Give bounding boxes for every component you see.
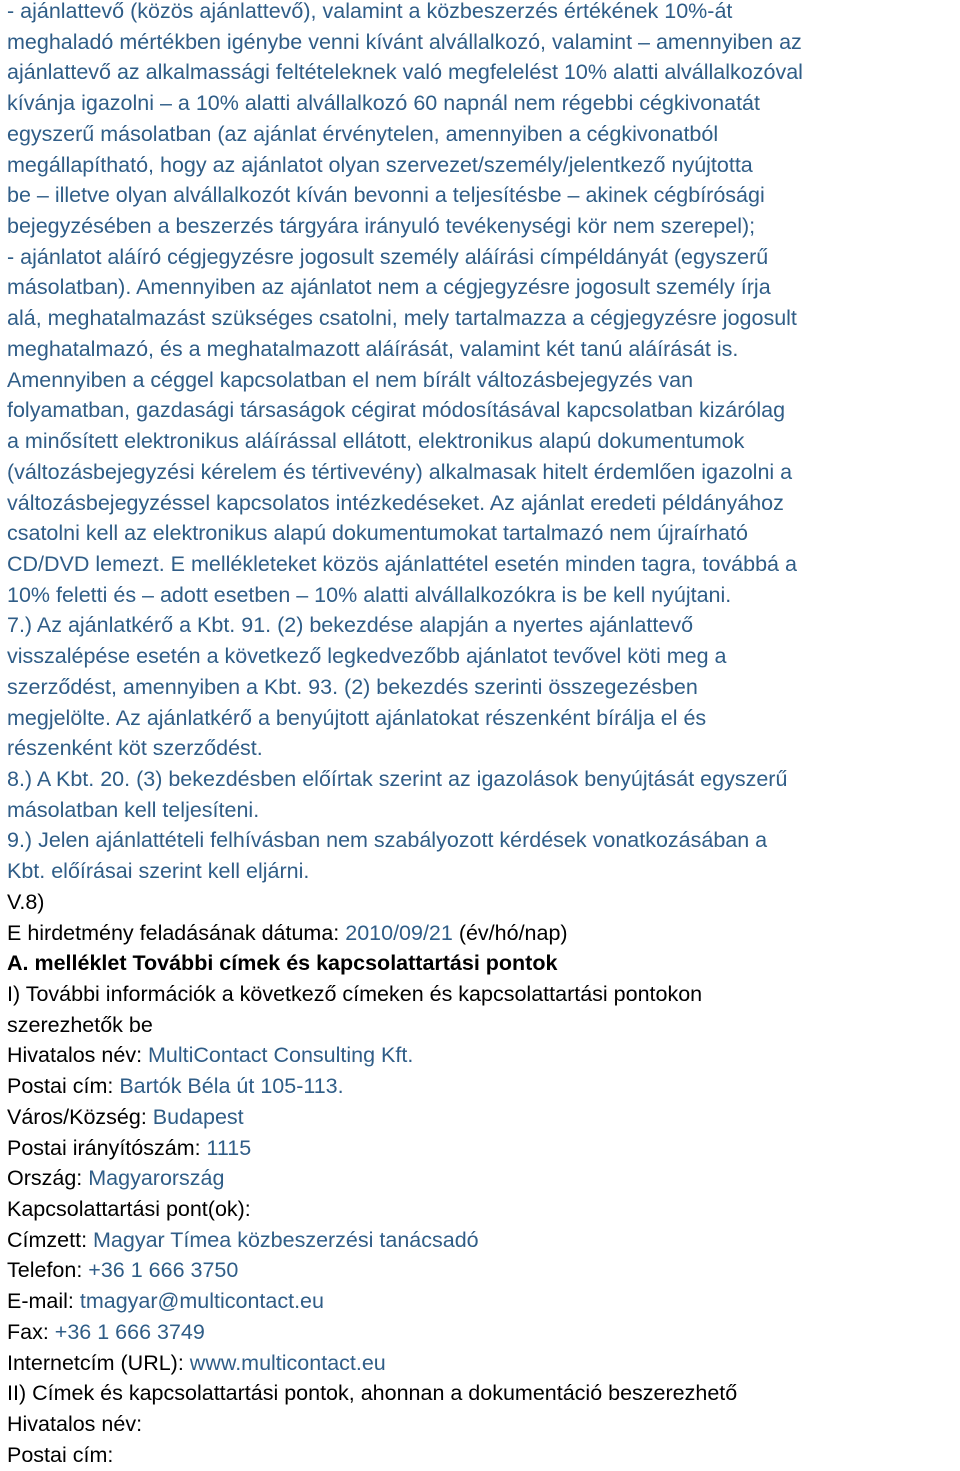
- publication-date-row: [7, 918, 957, 949]
- text-line: csatolni kell az elektronikus alapú dokumentumokat tartalmazó nem újraírható: [7, 521, 748, 546]
- text-line: - ajánlatot aláíró cégjegyzésre jogosult személy aláírási címpéldányát (egyszerű: [7, 244, 769, 269]
- field-label: E-mail:: [7, 1289, 80, 1314]
- text-line: visszalépése esetén a következő legkedvezőbb ajánlatot tevővel köti meg a: [7, 644, 727, 669]
- field-addressee: [7, 1225, 957, 1256]
- field-value: Magyarország: [88, 1166, 225, 1191]
- text-line: Amennyiben a céggel kapcsolatban el nem bírált változásbejegyzés van: [7, 367, 694, 392]
- text-line: alá, meghatalmazást szükséges csatolni, mely tartalmazza a cégjegyzésre jogosult: [7, 306, 797, 331]
- text-line: meghatalmazó, és a meghatalmazott aláírását, valamint két tanú aláírását is.: [7, 336, 739, 361]
- text-line: CD/DVD lemezt. E mellékleteket közös ajánlattétel esetén minden tagra, továbbá a: [7, 551, 797, 576]
- text-line: bejegyzésében a beszerzés tárgyára irányuló tevékenységi kör nem szerepel);: [7, 214, 756, 239]
- text-line: megállapítható, hogy az ajánlatot olyan szervezet/személy/jelentkező nyújtotta: [7, 152, 753, 177]
- text-line: másolatban). Amennyiben az ajánlatot nem a cégjegyzésre jogosult személy írja: [7, 275, 771, 300]
- text-line: 9.) Jelen ajánlattételi felhívásban nem szabályozott kérdések vonatkozásában a: [7, 828, 768, 853]
- text-line: másolatban kell teljesíteni.: [7, 797, 260, 822]
- text-line: a minősített elektronikus aláírással ellátott, elektronikus alapú dokumentumok: [7, 429, 745, 454]
- annex-part1-heading: I) További információk a következő címeken és kapcsolattartási pontokon: [7, 982, 703, 1006]
- field-label: Postai irányítószám:: [7, 1135, 207, 1160]
- text-line: egyszerű másolatban (az ajánlat érvénytelen, amennyiben a cégkivonatból: [7, 121, 719, 146]
- publication-date-unit: (év/hó/nap): [452, 920, 568, 945]
- annex-title: A. melléklet További címek és kapcsolattartási pontok: [7, 951, 558, 976]
- body-text-block: [7, 0, 957, 887]
- field-value: 1115: [206, 1135, 252, 1160]
- field-postal-address-2: Postai cím:: [7, 1442, 114, 1467]
- text-line: ajánlattevő az alkalmassági feltételeknek való megfelelést 10% alatti alvállalkozóval: [7, 60, 803, 85]
- annex-part2-heading: II) Címek és kapcsolattartási pontok, ahonnan a dokumentáció beszerezhető: [7, 1381, 738, 1406]
- text-line: szerződést, amennyiben a Kbt. 93. (2) bekezdés szerinti összegezésben: [7, 674, 698, 699]
- field-label: Kapcsolattartási pont(ok):: [7, 1197, 251, 1222]
- field-label: Címzett:: [7, 1227, 94, 1252]
- text-line: (változásbejegyzési kérelem és tértivevény) alkalmasak hitelt érdemlően igazolni a: [7, 459, 793, 484]
- field-fax: [7, 1317, 957, 1348]
- field-label: Postai cím:: [7, 1074, 120, 1099]
- text-line: kívánja igazolni – a 10% alatti alvállalkozó 60 napnál nem régebbi cégkivonatát: [7, 91, 760, 116]
- document-page: [7, 0, 957, 1471]
- field-postal-code: [7, 1133, 957, 1164]
- website-link[interactable]: www.multicontact.eu: [189, 1350, 386, 1375]
- field-country: [7, 1163, 957, 1194]
- field-value: Bartók Béla út 105-113.: [119, 1074, 344, 1099]
- field-telephone: [7, 1255, 957, 1286]
- field-postal-address: [7, 1071, 957, 1102]
- text-line: 10% feletti és – adott esetben – 10% alatti alvállalkozókra is be kell nyújtani.: [7, 582, 732, 607]
- text-line: változásbejegyzéssel kapcsolatos intézkedéseket. Az ajánlat eredeti példányához: [7, 490, 784, 515]
- text-line: megjelölte. Az ajánlatkérő a benyújtott ajánlatokat részenként bírálja el és: [7, 705, 707, 730]
- field-value: Budapest: [152, 1104, 244, 1129]
- field-label: Ország:: [7, 1166, 89, 1191]
- field-official-name-2: Hivatalos név:: [7, 1412, 143, 1437]
- text-line: folyamatban, gazdasági társaságok cégirat módosításával kapcsolatban kizárólag: [7, 398, 786, 423]
- field-value: +36 1 666 3749: [54, 1319, 205, 1344]
- field-label: Internetcím (URL):: [7, 1350, 190, 1375]
- text-line: 8.) A Kbt. 20. (3) bekezdésben előírtak szerint az igazolások benyújtását egyszerű: [7, 766, 788, 791]
- text-line: részenként köt szerződést.: [7, 736, 263, 761]
- field-url: [7, 1348, 957, 1379]
- annex-part1-heading-cont: szerezhetők be: [7, 1012, 153, 1037]
- field-value: MultiContact Consulting Kft.: [148, 1043, 414, 1068]
- field-label: Város/Község:: [7, 1104, 153, 1129]
- field-value: +36 1 666 3750: [88, 1258, 239, 1283]
- email-link[interactable]: tmagyar@multicontact.eu: [79, 1289, 324, 1314]
- section-v8-label: V.8): [7, 889, 45, 914]
- field-label: Fax:: [7, 1319, 55, 1344]
- field-official-name: [7, 1040, 957, 1071]
- publication-date-value: 2010/09/21: [345, 920, 453, 945]
- field-value: Magyar Tímea közbeszerzési tanácsadó: [93, 1227, 479, 1252]
- field-label: Hivatalos név:: [7, 1043, 149, 1068]
- field-city: [7, 1102, 957, 1133]
- field-email: [7, 1286, 957, 1317]
- text-line: meghaladó mértékben igénybe venni kívánt alvállalkozó, valamint – amennyiben az: [7, 29, 802, 54]
- text-line: be – illetve olyan alvállalkozót kíván bevonni a teljesítésbe – akinek cégbírósági: [7, 183, 765, 208]
- text-line: 7.) Az ajánlatkérő a Kbt. 91. (2) bekezdése alapján a nyertes ajánlattevő: [7, 613, 694, 638]
- text-line: Kbt. előírásai szerint kell eljárni.: [7, 859, 310, 884]
- text-line: - ajánlattevő (közös ajánlattevő), valamint a közbeszerzés értékének 10%-át: [7, 0, 733, 23]
- publication-date-label: E hirdetmény feladásának dátuma:: [7, 920, 346, 945]
- field-label: Telefon:: [7, 1258, 89, 1283]
- field-contact-points: [7, 1194, 957, 1225]
